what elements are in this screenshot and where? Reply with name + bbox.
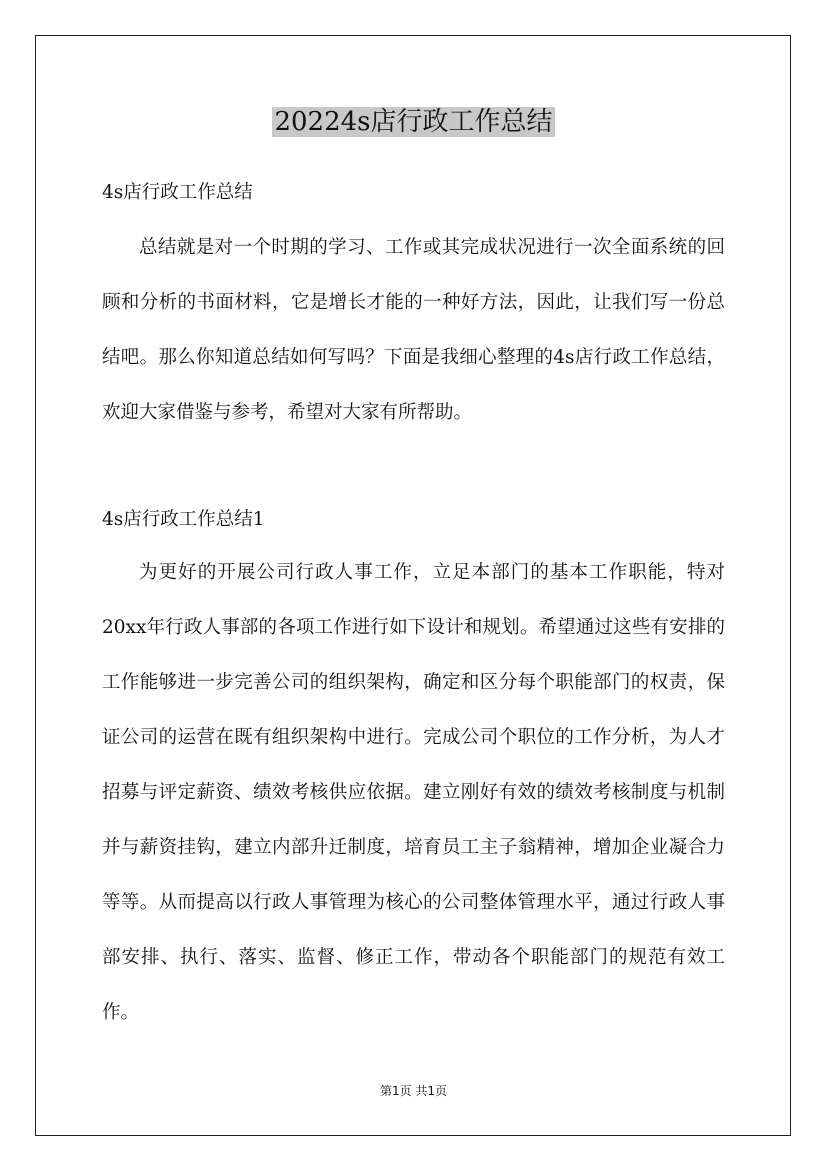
document-title xyxy=(0,102,827,142)
section-paragraph-intro: 总结就是对一个时期的学习、工作或其完成状况进行一次全面系统的回顾和分析的书面材料，它是增长才能的一种好方法，因此，让我们写一份总结吧。那么你知道总结如何写吗？下面是我细心整理的4s店行政工作总结，欢迎大家借鉴与参考，希望对大家有所帮助。 xyxy=(102,237,725,423)
section-paragraph-1: 为更好的开展公司行政人事工作，立足本部门的基本工作职能，特对20xx年行政人事部的各项工作进行如下设计和规划。希望通过这些有安排的工作能够进一步完善公司的组织架构，确定和区分每个职能部门的权责，保证公司的运营在既有组织架构中进行。完成公司个职位的工作分析，为人才招募与评定薪资、绩效考核供应依据。建立刚好有效的绩效考核制度与机制并与薪资挂钩，建立内部升迁制度，培育员工主子翁精神，增加企业凝合力等等。从而提高以行政人事管理为核心的公司整体管理水平，通过行政人事部安排、执行、落实、监督、修正工作，带动各个职能部门的规范有效工作。 xyxy=(102,562,725,1023)
page-number-footer: 第1页 共1页 xyxy=(379,1084,448,1098)
section-heading-intro: 4s店行政工作总结 xyxy=(102,182,253,203)
section-heading-1: 4s店行政工作总结1 xyxy=(102,509,265,530)
document-title-text: 20224s店行政工作总结 xyxy=(274,107,553,137)
